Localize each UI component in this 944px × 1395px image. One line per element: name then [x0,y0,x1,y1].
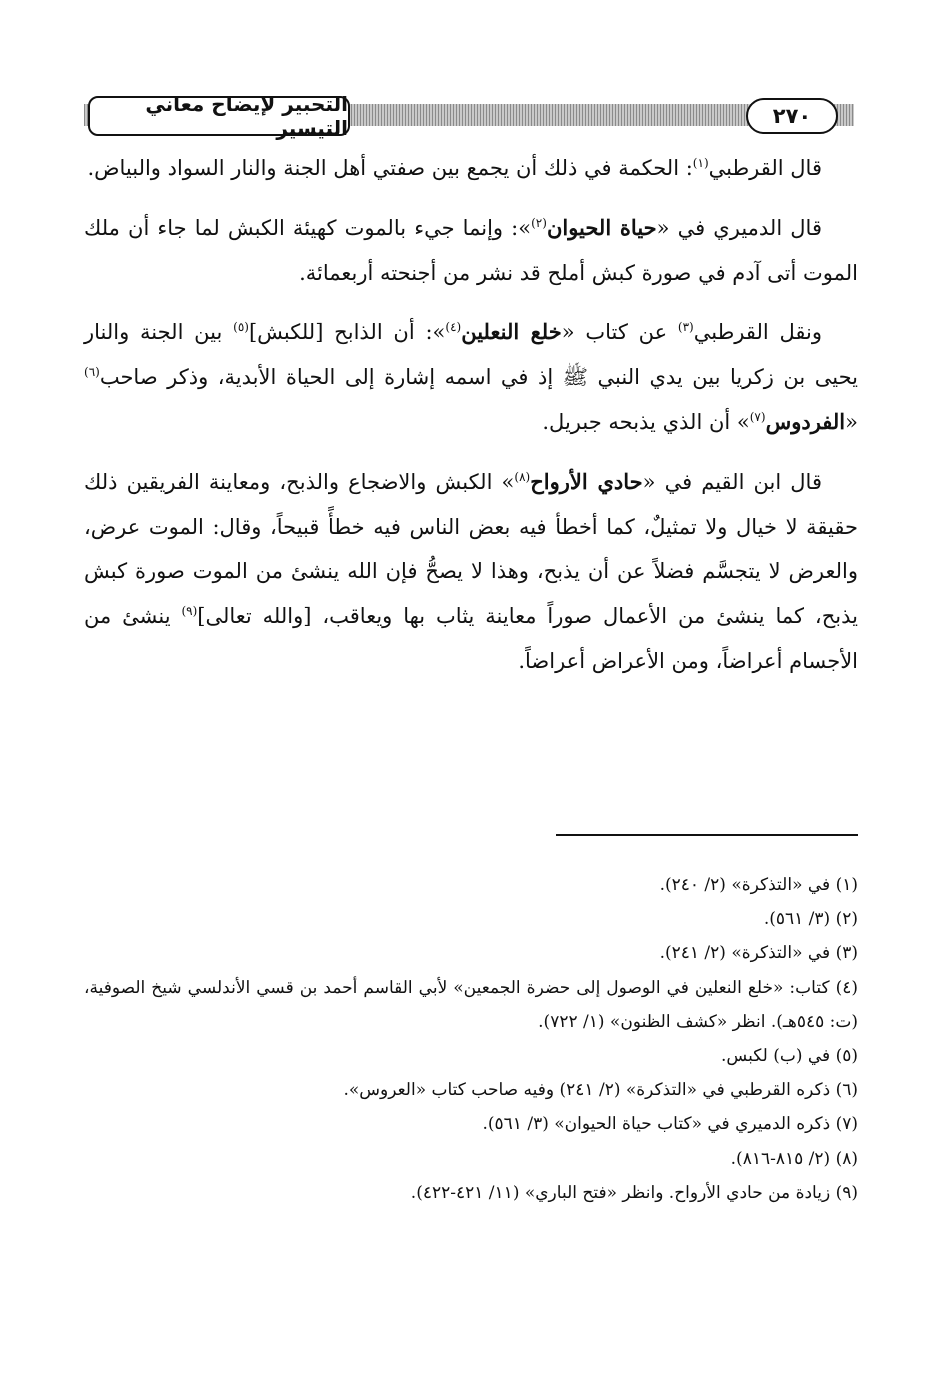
text-run: بين الجنة والنار يحيى بن زكريا بين يدي النبي ﷺ إذ في اسمه إشارة إلى الحياة الأبدية، وذكر صاحب [84,320,858,390]
footnote-8: (٨) (٢/ ٨١٥-٨١٦). [730,1148,858,1169]
footnote-6: (٦) ذكره القرطبي في «التذكرة» (٢/ ٢٤١) وفيه صاحب كتاب «العروس». [343,1080,858,1101]
text-run: : الحكمة في ذلك أن يجمع بين صفتي أهل الجنة والنار السواد والبياض. [87,156,693,180]
page-header [84,94,854,140]
book-name: حادي الأرواح [530,468,643,494]
paragraph-1 [84,146,858,191]
text-run: » الكبش والاضجاع والذبح، ومعاينة الفريقين ذلك حقيقة لا خيال ولا تمثيلٌ، كما أخطأ فيه بعض الناس فيه خطأً قبيحاً، وقال: الموت عرض، والعرض لا يتجسَّم فضلاً عن أن يذبح، وهذا لا يصحُّ فإن الله ينشئ من الموت صورة كبش يذبح، كما ينشئ من الأعمال صوراً معاينة يثاب بها ويعاقب، [والله تعالى] [84,469,858,629]
text-run: قال ابن القيم في « [642,469,822,494]
footnote-4: (٤) كتاب: «خلع النعلين في الوصول إلى حضرة الجمعين» لأبي القاسم أحمد بن قسي الأندلسي شيخ الصوفية، (ت: ٥٤٥هـ). انظر «كشف الظنون» (١/ ٧٢٢). [84,977,858,1032]
text-run: ينشئ من الأجسام أعراضاً، ومن الأعراض أعراضاً. [84,604,858,673]
footnote-1: (١) في «التذكرة» (٢/ ٢٤٠). [659,875,858,895]
footnote-ref: (١) [692,156,709,170]
footnote-ref: (٤) [445,320,462,335]
footnote-ref: (٨) [514,469,531,484]
footnote-separator [556,834,858,836]
book-name: حياة الحيوان [546,214,657,240]
page-number: ٢٧٠ [746,98,838,134]
footnote-3: (٣) في «التذكرة» (٢/ ٢٤١). [659,943,858,964]
footnote-ref: (٩) [181,604,198,619]
book-name: الفردوس [765,408,846,434]
text-run: »: وإنما جيء بالموت كهيئة الكبش لما جاء أن ملك الموت أتى آدم في صورة كبش أملح قد نشر من أجنحته أربعمائة. [84,215,858,285]
text-run: »: أن الذابح [للكبش] [248,320,446,345]
footnote-7: (٧) ذكره الدميري في «كتاب حياة الحيوان» (٣/ ٥٦١). [482,1114,858,1135]
footnote-ref: (٢) [531,215,547,230]
paragraph-4 [84,460,858,684]
text-run: » أن الذي يذبحه جبريل. [542,409,750,434]
paragraph-3 [84,310,858,444]
footnote-9: (٩) زيادة من حادي الأرواح. وانظر «فتح الباري» (١١/ ٤٢١-٤٢٢). [410,1182,858,1203]
book-title: التحبير لإيضاح معاني التيسير [88,96,350,136]
footnote-ref: (٦) [84,365,100,380]
book-name: خلع النعلين [461,319,562,345]
footnote-2: (٢) (٣/ ٥٦١). [763,909,858,930]
text-run: عن كتاب « [561,320,678,345]
text-run: « [845,409,858,434]
text-run: ونقل القرطبي [693,320,823,345]
footnotes [84,868,858,1210]
footnote-5: (٥) في (ب) لكبس. [721,1046,858,1067]
text-run: قال الدميري في « [656,215,822,240]
footnote-ref: (٥) [233,320,249,335]
footnote-ref: (٧) [749,409,766,424]
paragraph-2 [84,206,858,296]
footnote-ref: (٣) [677,320,694,335]
text-run: قال القرطبي [708,156,822,180]
main-text [84,146,858,699]
